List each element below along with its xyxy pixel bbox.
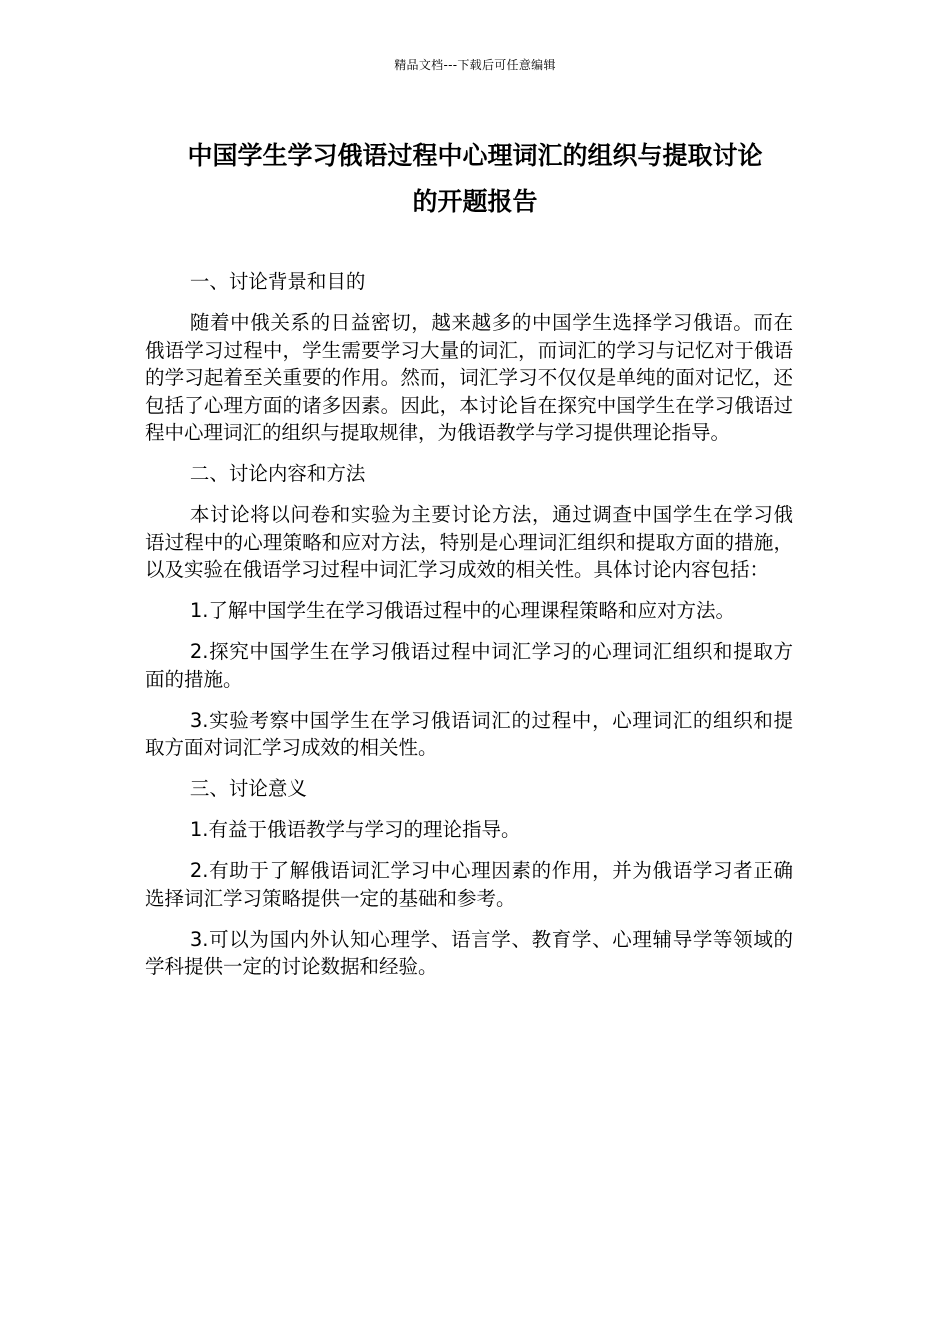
document-title-line-2: 的开题报告 — [412, 187, 538, 216]
section-heading-content-methods: 二、讨论内容和方法 — [189, 462, 366, 485]
list-item-significance-2: 2.有助于了解俄语词汇学习中心理因素的作用，并为俄语学习者正确选择词汇学习策略提供一定的基础和参考。 — [145, 859, 793, 910]
document-title — [140, 133, 810, 225]
list-item-content-1: 1.了解中国学生在学习俄语过程中的心理课程策略和应对方法。 — [189, 599, 735, 622]
list-item-significance-3: 3.可以为国内外认知心理学、语言学、教育学、心理辅导学等领域的学科提供一定的讨论数据和经验。 — [145, 927, 793, 978]
paragraph-background: 随着中俄关系的日益密切，越来越多的中国学生选择学习俄语。而在俄语学习过程中，学生需要学习大量的词汇，而词汇的学习与记忆对于俄语的学习起着至关重要的作用。然而，词汇学习不仅仅是单纯的面对记忆，还包括了心理方面的诸多因素。因此，本讨论旨在探究中国学生在学习俄语过程中心理词汇的组织与提取规律，为俄语教学与学习提供理论指导。 — [145, 311, 793, 444]
list-item-content-2: 2.探究中国学生在学习俄语过程中词汇学习的心理词汇组织和提取方面的措施。 — [145, 640, 793, 691]
list-item-content-3: 3.实验考察中国学生在学习俄语词汇的过程中，心理词汇的组织和提取方面对词汇学习成效的相关性。 — [145, 708, 793, 759]
section-heading-significance: 三、讨论意义 — [189, 777, 307, 800]
document-body — [145, 268, 793, 994]
section-heading-background: 一、讨论背景和目的 — [189, 270, 366, 293]
document-title-line-1: 中国学生学习俄语过程中心理词汇的组织与提取讨论 — [187, 141, 763, 170]
page-header-note: 精品文档---下载后可任意编辑 — [394, 58, 556, 72]
paragraph-content-methods: 本讨论将以问卷和实验为主要讨论方法，通过调查中国学生在学习俄语过程中的心理策略和应对方法，特别是心理词汇组织和提取方面的措施，以及实验在俄语学习过程中词汇学习成效的相关性。具体讨论内容包括： — [145, 503, 793, 581]
list-item-significance-1: 1.有益于俄语教学与学习的理论指导。 — [189, 818, 521, 841]
